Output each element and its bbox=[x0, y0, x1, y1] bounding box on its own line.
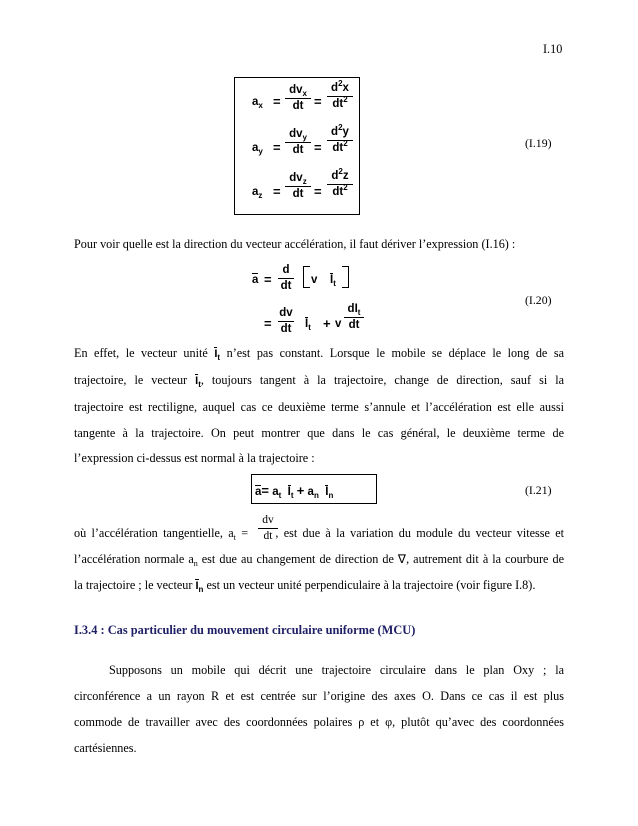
section-heading-mcu: I.3.4 : Cas particulier du mouvement circulaire uniforme (MCU) bbox=[74, 623, 416, 637]
para2-line-3: trajectoire est rectiligne, auquel cas ce deuxième terme s’annule et l’accélération est elle aussi bbox=[74, 400, 564, 414]
para3-line-2: l’accélération normale $a_n$ est due au changement de direction de ∇, autrement dit à la courbure de bbox=[74, 552, 564, 568]
equation-label-i20: (I.20) bbox=[525, 293, 552, 307]
eq20-right-bracket bbox=[342, 266, 349, 288]
eq19-row-y-frac2: $d^2y$ $dt^2$ bbox=[327, 126, 353, 155]
para4-line-3: commode de travailler avec des coordonnées polaires ρ et φ, plutôt qu’avec des coordonnées bbox=[74, 715, 564, 729]
para3-line-3: la trajectoire ; le vecteur $I_n$ est un vecteur unité perpendiculaire à la trajectoire (voir figure I.8). bbox=[74, 578, 536, 594]
para3-frac-dv-dt: dv dt bbox=[258, 514, 278, 543]
paragraph-acceleration-direction: Pour voir quelle est la direction du vecteur accélération, il faut dériver l’expression (I.16) : bbox=[74, 237, 516, 251]
equation-label-i19: (I.19) bbox=[525, 136, 552, 150]
para2-line-5: l’expression ci-dessus est normal à la trajectoire : bbox=[74, 451, 315, 465]
eq19-row-y-equals-1: = bbox=[273, 140, 281, 155]
para2-line-1: En effet, le vecteur unité $I_t$ n’est pas constant. Lorsque le mobile se déplace le long de sa bbox=[74, 346, 565, 362]
eq20-frac-d-dt: d dt bbox=[278, 264, 294, 293]
eq19-row-x-equals-2: = bbox=[314, 94, 322, 109]
para4-line-1: Supposons un mobile qui décrit une trajectoire circulaire dans le plan Oxy ; la bbox=[109, 663, 564, 677]
eq19-row-y-frac1: $dv_y$ dt bbox=[285, 128, 311, 157]
eq19-row-x-frac2: $d^2x$ $dt^2$ bbox=[327, 82, 353, 111]
equation-label-i21: (I.21) bbox=[525, 483, 552, 497]
eq19-row-z-equals-2: = bbox=[314, 184, 322, 199]
eq20-v: v bbox=[311, 274, 318, 286]
eq19-row-x-lhs: $a_x$ bbox=[252, 96, 263, 110]
eq19-row-z-frac2: $d^2z$ $dt^2$ bbox=[327, 170, 353, 199]
para4-line-2: circonférence a un rayon R et est centrée sur l’origine des axes O. Dans ce cas il est plus bbox=[74, 689, 564, 703]
eq19-row-z-frac1: $dv_z$ dt bbox=[285, 172, 311, 201]
page-number: I.10 bbox=[543, 42, 563, 56]
para4-line-4: cartésiennes. bbox=[74, 741, 137, 755]
eq19-row-z-equals-1: = bbox=[273, 184, 281, 199]
para2-line-4: tangente à la trajectoire. On peut montrer que dans le cas général, le deuxième terme de bbox=[74, 426, 564, 440]
equation-i21: $a= a_t$ $I_t + a_n$ $I_n$ bbox=[255, 483, 334, 500]
eq19-row-x-frac1: $dv_x$ dt bbox=[285, 84, 311, 113]
eq20-I-t-2: $I_t$ bbox=[305, 318, 311, 332]
eq20-left-bracket bbox=[303, 266, 310, 288]
para2-line-2: trajectoire, le vecteur $I_t$, toujours tangent à la trajectoire, change de direction, sauf si la bbox=[74, 373, 565, 389]
eq20-frac-dI-dt: $dI_t$ dt bbox=[344, 303, 364, 332]
eq20-I-t: $I_t$ bbox=[330, 274, 336, 288]
eq20-frac-dv-dt: dv dt bbox=[279, 307, 293, 335]
para3-line-1: où l’accélération tangentielle, $a_t$ = , est due à la variation du module du vecteur vitesse et bbox=[74, 526, 564, 542]
eq19-row-y-lhs: $a_y$ bbox=[252, 142, 263, 156]
eq19-row-z-lhs: $a_z$ bbox=[252, 186, 263, 200]
eq20-a-vector: a bbox=[252, 274, 259, 286]
eq19-row-y-equals-2: = bbox=[314, 140, 322, 155]
eq20-equals-2: = bbox=[264, 316, 272, 331]
eq20-plus: + bbox=[323, 316, 331, 331]
eq20-equals-1: = bbox=[264, 272, 272, 287]
eq20-v-2: v bbox=[335, 318, 342, 330]
equation-i19 bbox=[236, 80, 358, 212]
eq19-row-x-equals-1: = bbox=[273, 94, 281, 109]
equation-i20 bbox=[248, 262, 378, 337]
